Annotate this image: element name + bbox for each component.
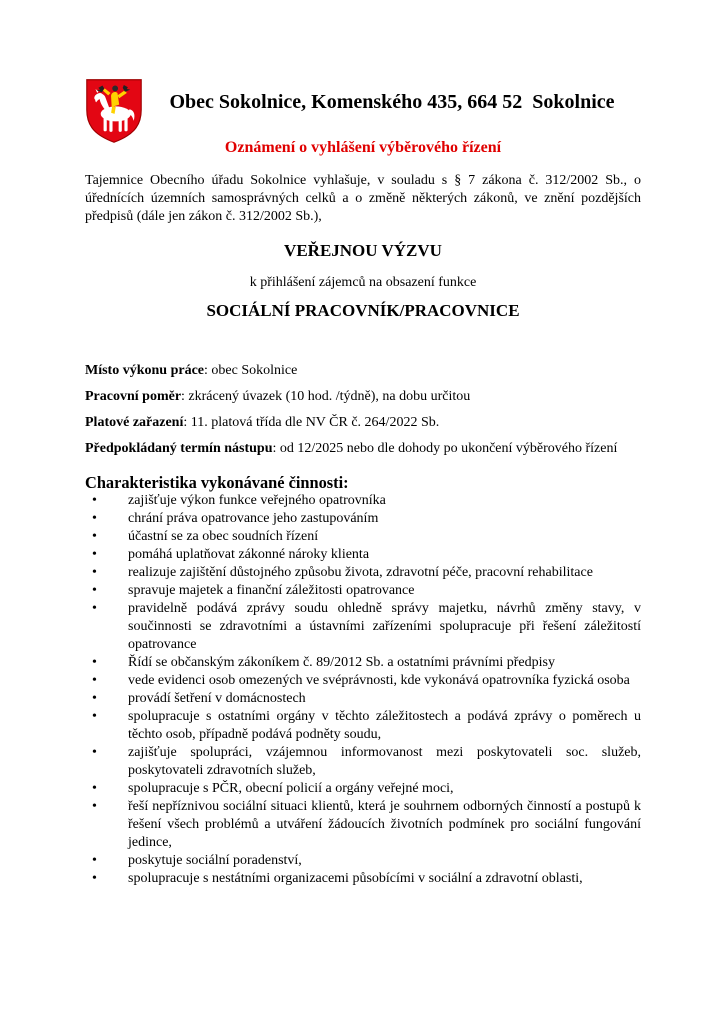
field-value: od 12/2025 nebo dle dohody po ukončení výběrového řízení: [279, 441, 618, 456]
field-separator: :: [181, 389, 189, 404]
field-separator: :: [183, 415, 191, 430]
field-row-salary-class: [85, 414, 641, 432]
field-separator: :: [272, 441, 280, 456]
field-label: Pracovní poměr: [85, 389, 182, 404]
list-item: • chrání práva opatrovance jeho zastupováním: [85, 510, 641, 528]
field-row-start-date: [85, 440, 641, 458]
call-subtext: k přihlášení zájemců na obsazení funkce: [249, 275, 477, 290]
public-call-heading: VEŘEJNOU VÝZVU: [284, 241, 442, 260]
field-row-place-of-work: [85, 362, 641, 380]
field-value: zkrácený úvazek (10 hod. /týdně), na dobu určitou: [188, 389, 471, 404]
list-item: • provádí šetření v domácnostech: [85, 690, 641, 708]
document-header: [85, 78, 641, 144]
position-title: SOCIÁLNÍ PRACOVNÍK/PRACOVNICE: [206, 301, 520, 320]
list-item: • spolupracuje s nestátními organizacemi působícími v sociální a zdravotní oblasti,: [85, 870, 641, 888]
characteristics-list: [85, 492, 641, 888]
coat-of-arms-icon: [85, 78, 143, 144]
list-item: • zajišťuje výkon funkce veřejného opatrovníka: [85, 492, 641, 510]
list-item: • vede evidenci osob omezených ve svéprávnosti, kde vykonává opatrovníka fyzická osoba: [85, 672, 641, 690]
job-details: [85, 362, 641, 458]
announcement-subtitle: Oznámení o vyhlášení výběrového řízení: [224, 139, 502, 156]
field-label: Místo výkonu práce: [85, 363, 204, 378]
list-item: • pomáhá uplatňovat zákonné nároky klienta: [85, 546, 641, 564]
list-item: • řeší nepříznivou sociální situaci klientů, která je souhrnem odborných činností a postupů k řešení všech problémů a utváření žádoucích životních podmínek pro sociální fungování jedince,: [85, 798, 641, 852]
list-item: • Řídí se občanským zákoníkem č. 89/2012 Sb. a ostatními právními předpisy: [85, 654, 641, 672]
list-item: • pravidelně podává zprávy soudu ohledně správy majetku, návrhů změny stavy, v součinnosti se zdravotními a ústavními zařízeními spolupracuje při řešení záležitostí opatrovance: [85, 600, 641, 654]
field-label: Předpokládaný termín nástupu: [85, 441, 273, 456]
field-value: obec Sokolnice: [211, 363, 298, 378]
field-separator: :: [204, 363, 212, 378]
field-value: 11. platová třída dle NV ČR č. 264/2022 Sb.: [190, 415, 440, 430]
characteristics-heading: Charakteristika vykonávané činnosti:: [85, 473, 349, 492]
list-item: • realizuje zajištění důstojného způsobu života, zdravotní péče, pracovní rehabilitace: [85, 564, 641, 582]
intro-paragraph: Tajemnice Obecního úřadu Sokolnice vyhlašuje, v souladu s § 7 zákona č. 312/2002 Sb., o úřednících územních samosprávných celků a o změně některých zákonů, ve znění pozdějších předpisů (dále jen zákon č. 312/2002 Sb.),: [85, 173, 641, 224]
list-item: • spolupracuje s ostatními orgány v těchto záležitostech a podává zprávy o poměrech u těchto osob, případně podává podněty soudu,: [85, 708, 641, 744]
field-label: Platové zařazení: [85, 415, 184, 430]
list-item: • spravuje majetek a finanční záležitosti opatrovance: [85, 582, 641, 600]
list-item: • poskytuje sociální poradenství,: [85, 852, 641, 870]
document-content: [85, 78, 641, 888]
list-item: • zajišťuje spolupráci, vzájemnou informovanost mezi poskytovateli soc. služeb, poskytovateli zdravotních služeb,: [85, 744, 641, 780]
field-row-employment-type: [85, 388, 641, 406]
list-item: • spolupracuje s PČR, obecní policií a orgány veřejné moci,: [85, 780, 641, 798]
page-title: Obec Sokolnice, Komenského 435, 664 52 Sokolnice: [169, 91, 615, 113]
list-item: • účastní se za obec soudních řízení: [85, 528, 641, 546]
